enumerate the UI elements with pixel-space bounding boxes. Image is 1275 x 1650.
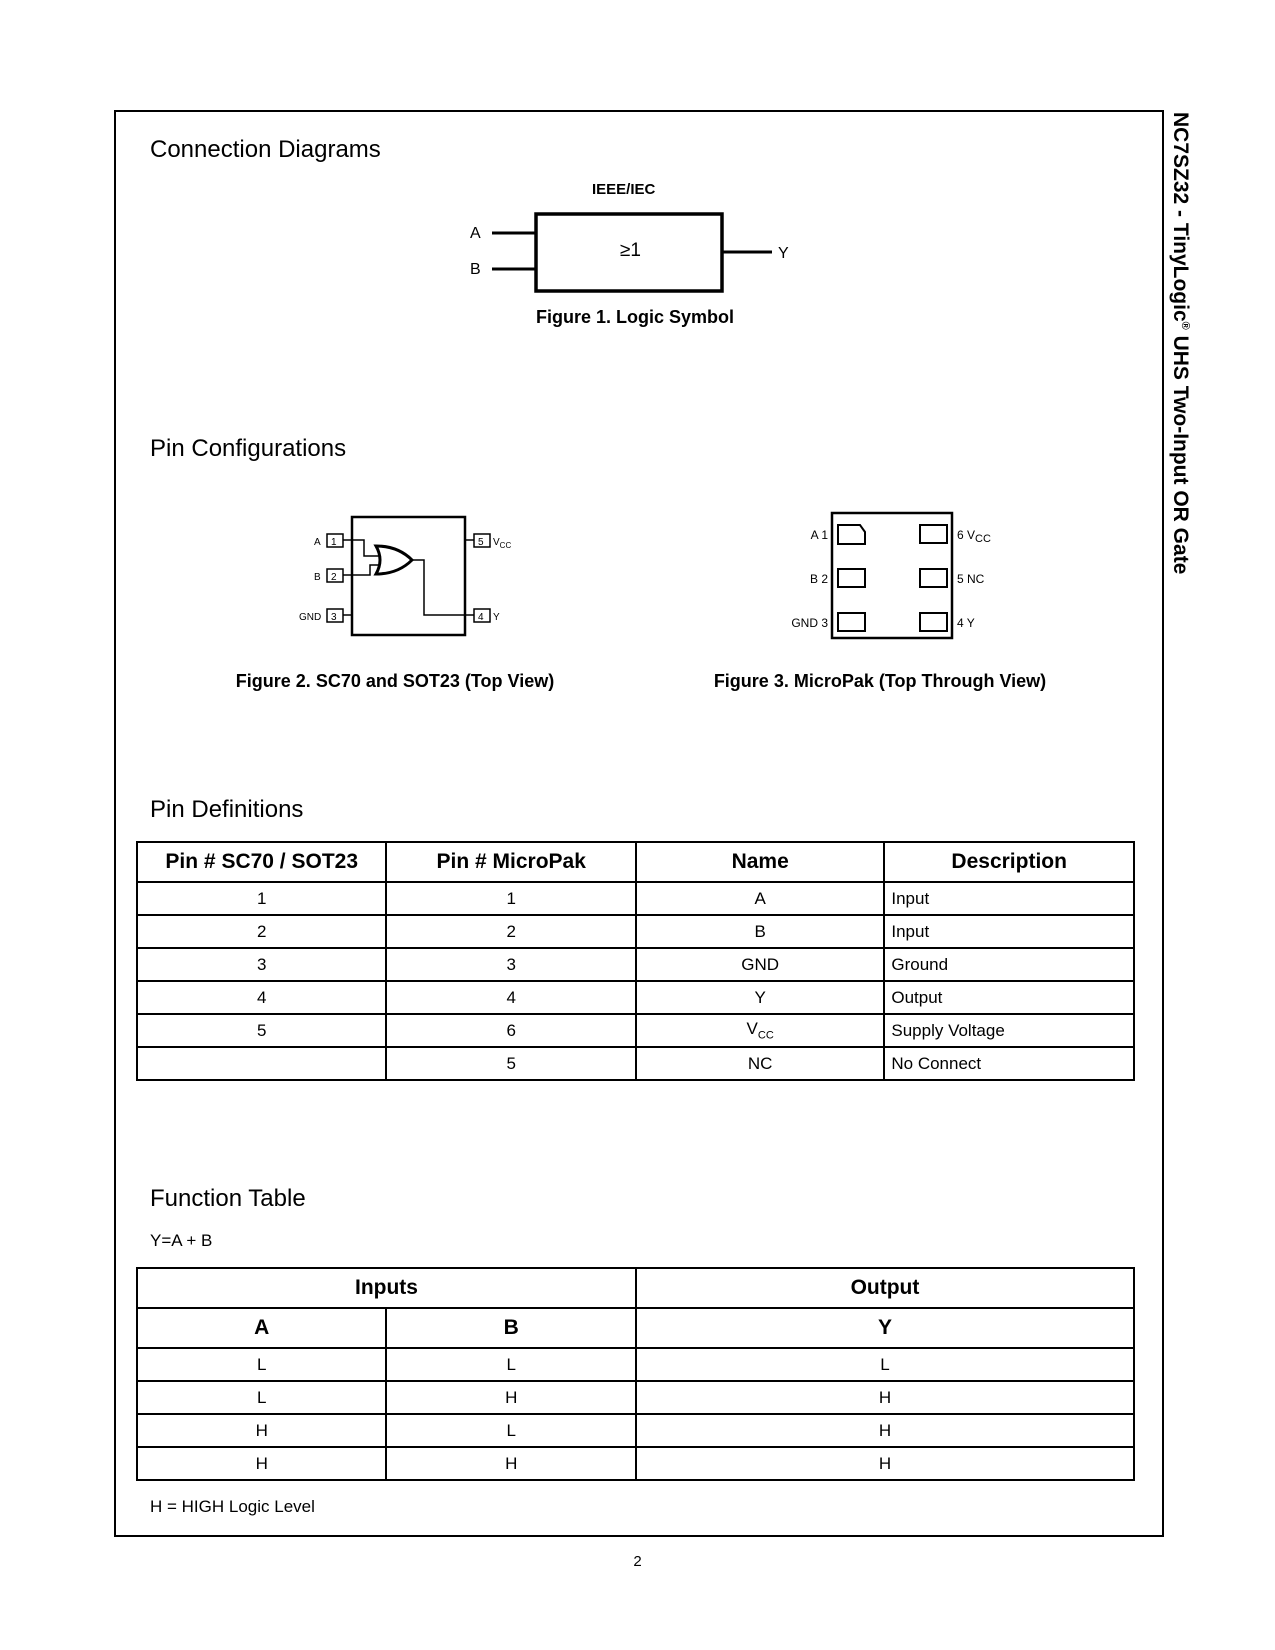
pad-3 (838, 613, 865, 631)
figure-2-caption: Figure 2. SC70 and SOT23 (Top View) (235, 671, 555, 691)
pad-1 (838, 525, 865, 544)
inputs-group-header: Inputs (137, 1268, 636, 1308)
document-title: NC7SZ32 - TinyLogic® UHS Two-Input OR Gate (1169, 112, 1192, 575)
table-row: 5 NC No Connect (137, 1047, 1134, 1080)
table-row: 1 1 A Input (137, 882, 1134, 915)
pad-6-label: 6 VCC (957, 528, 991, 545)
logic-symbol-diagram (460, 178, 800, 290)
logic-level-note: H = HIGH Logic Level (150, 1497, 315, 1516)
vcc-name-cell: $V_{CC}$ (636, 1014, 884, 1047)
table-row: L L L (137, 1348, 1134, 1381)
col-y-header: Y (636, 1308, 1134, 1348)
table-row: 5 6 $V_{CC}$ Supply Voltage (137, 1014, 1134, 1047)
table-row: 3 3 GND Ground (137, 948, 1134, 981)
input-a-label: A (470, 225, 481, 242)
header-pin-micropak: Pin # MicroPak (386, 842, 636, 882)
pad-2 (838, 569, 865, 587)
header-pin-sc70: Pin # SC70 / SOT23 (137, 842, 386, 882)
input-b-label: B (470, 261, 481, 278)
pad-6 (920, 525, 947, 543)
ieee-iec-label: IEEE/IEC (592, 181, 656, 198)
pin-2-number: 2 (331, 572, 337, 583)
pin-gnd-label: GND (299, 612, 322, 623)
header-name: Name (636, 842, 884, 882)
package-body (352, 517, 465, 635)
output-group-header: Output (636, 1268, 1134, 1308)
pad-2-label: B 2 (809, 572, 828, 586)
pad-1-label: A 1 (810, 528, 828, 542)
pin-y-label: Y (493, 612, 500, 623)
pin-1-number: 1 (331, 537, 337, 548)
table-row: 4 4 Y Output (137, 981, 1134, 1014)
output-y-label: Y (778, 245, 789, 262)
col-a-header: A (137, 1308, 386, 1348)
pin-4-number: 4 (478, 612, 484, 623)
pad-4 (920, 613, 947, 631)
group-header-row (137, 1268, 1134, 1308)
pad-4-label: 4 Y (957, 616, 975, 630)
header-description: Description (884, 842, 1134, 882)
pad-3-label: GND 3 (791, 616, 828, 630)
section-heading-function: Function Table (150, 1185, 306, 1212)
table-row: L H H (137, 1381, 1134, 1414)
pin-b-label: B (314, 572, 321, 583)
col-b-header: B (386, 1308, 635, 1348)
figure-3-caption: Figure 3. MicroPak (Top Through View) (713, 671, 1047, 691)
pin-5-number: 5 (478, 537, 484, 548)
table-header-row (137, 842, 1134, 882)
page-number: 2 (633, 1553, 642, 1570)
column-header-row (137, 1308, 1134, 1348)
pad-5 (920, 569, 947, 587)
micropak-body (832, 513, 952, 638)
section-heading-pin-defs: Pin Definitions (150, 796, 304, 823)
pad-5-label: 5 NC (957, 572, 985, 586)
figure-1-caption: Figure 1. Logic Symbol (535, 307, 735, 327)
micropak-pinout-diagram (780, 506, 990, 641)
function-table (136, 1267, 1135, 1481)
or-gate-icon (376, 546, 412, 574)
sc70-sot23-pinout-diagram (290, 512, 512, 642)
table-row: H L H (137, 1414, 1134, 1447)
pin-a-label: A (314, 537, 321, 548)
or-symbol: ≥1 (620, 240, 641, 261)
logic-formula: Y=A + B (150, 1231, 213, 1250)
section-heading-pin-config: Pin Configurations (150, 435, 347, 462)
pin-3-number: 3 (331, 612, 337, 623)
table-row: 2 2 B Input (137, 915, 1134, 948)
table-row: H H H (137, 1447, 1134, 1480)
pin-definitions-table (136, 841, 1135, 1081)
section-heading-connection: Connection Diagrams (150, 136, 381, 163)
pin-vcc-label: $V_{CC}$ (493, 537, 512, 550)
